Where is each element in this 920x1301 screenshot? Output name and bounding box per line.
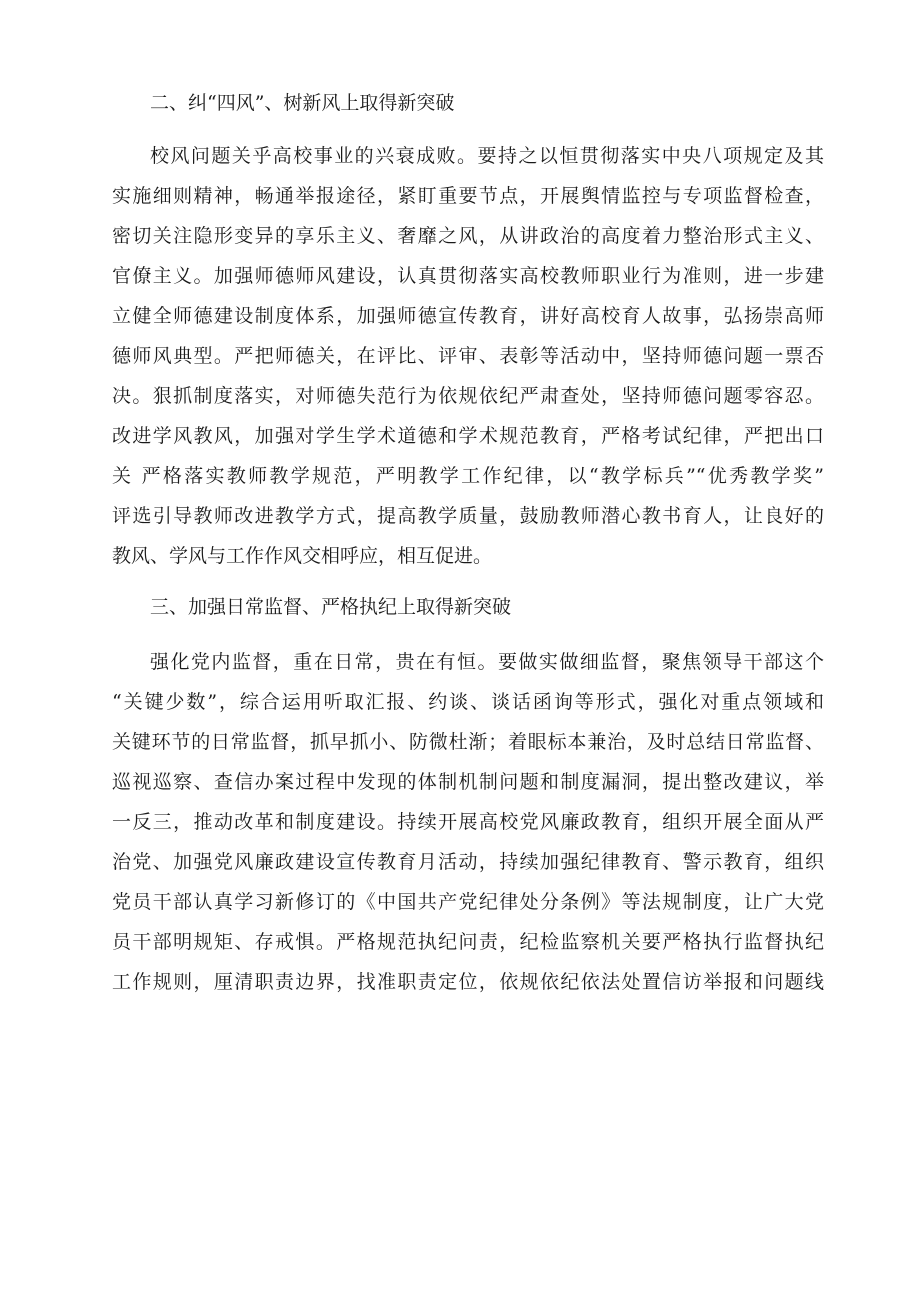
document-page xyxy=(112,90,824,1002)
text-line: 评选引导教师改进教学方式，提高教学质量，鼓励教师潜心教书育人，让良好的 xyxy=(112,505,824,527)
text-line: “关键少数”，综合运用听取汇报、约谈、谈话函询等形式，强化对重点领域和 xyxy=(112,691,824,713)
text-line: 德师风典型。严把师德关，在评比、评审、表彰等活动中，坚持师德问题一票否 xyxy=(112,345,824,367)
text-line: 实施细则精神，畅通举报途径，紧盯重要节点，开展舆情监控与专项监督检查， xyxy=(112,185,824,207)
section-heading-2: 二、纠“四风”、树新风上取得新突破 xyxy=(150,92,455,114)
text-line: 巡视巡察、查信办案过程中发现的体制机制问题和制度漏洞，提出整改建议，举 xyxy=(112,771,824,793)
text-line: 立健全师德建设制度体系，加强师德宣传教育，讲好高校育人故事，弘扬崇高师 xyxy=(112,305,824,327)
text-line: 关键环节的日常监督，抓早抓小、防微杜渐；着眼标本兼治，及时总结日常监督、 xyxy=(112,731,824,753)
text-line: 校风问题关乎高校事业的兴衰成败。要持之以恒贯彻落实中央八项规定及其 xyxy=(150,145,824,167)
paragraph-discipline-style xyxy=(112,136,824,576)
text-line: 官僚主义。加强师德师风建设，认真贯彻落实高校教师职业行为准则，进一步建 xyxy=(112,265,824,287)
section-heading-3: 三、加强日常监督、严格执纪上取得新突破 xyxy=(150,596,512,618)
text-line: 强化党内监督，重在日常，贵在有恒。要做实做细监督，聚焦领导干部这个 xyxy=(150,651,824,673)
text-line: 教风、学风与工作作风交相呼应，相互促进。 xyxy=(112,545,493,567)
text-line: 员干部明规矩、存戒惧。严格规范执纪问责，纪检监察机关要严格执行监督执纪 xyxy=(112,931,824,953)
text-line: 工作规则，厘清职责边界，找准职责定位，依规依纪依法处置信访举报和问题线 xyxy=(112,971,824,993)
paragraph-daily-supervision xyxy=(112,642,824,1002)
text-line: 治党、加强党风廉政建设宣传教育月活动，持续加强纪律教育、警示教育，组织 xyxy=(112,851,824,873)
text-line: 关 严格落实教师教学规范，严明教学工作纪律，以“教学标兵”“优秀教学奖” xyxy=(112,465,824,487)
text-line: 一反三，推动改革和制度建设。持续开展高校党风廉政教育，组织开展全面从严 xyxy=(112,811,824,833)
text-line: 密切关注隐形变异的享乐主义、奢靡之风，从讲政治的高度着力整治形式主义、 xyxy=(112,225,824,247)
text-line: 党员干部认真学习新修订的《中国共产党纪律处分条例》等法规制度，让广大党 xyxy=(112,891,824,913)
text-line: 决。狠抓制度落实，对师德失范行为依规依纪严肃查处，坚持师德问题零容忍。 xyxy=(112,385,824,407)
text-line: 改进学风教风，加强对学生学术道德和学术规范教育，严格考试纪律，严把出口 xyxy=(112,425,824,447)
